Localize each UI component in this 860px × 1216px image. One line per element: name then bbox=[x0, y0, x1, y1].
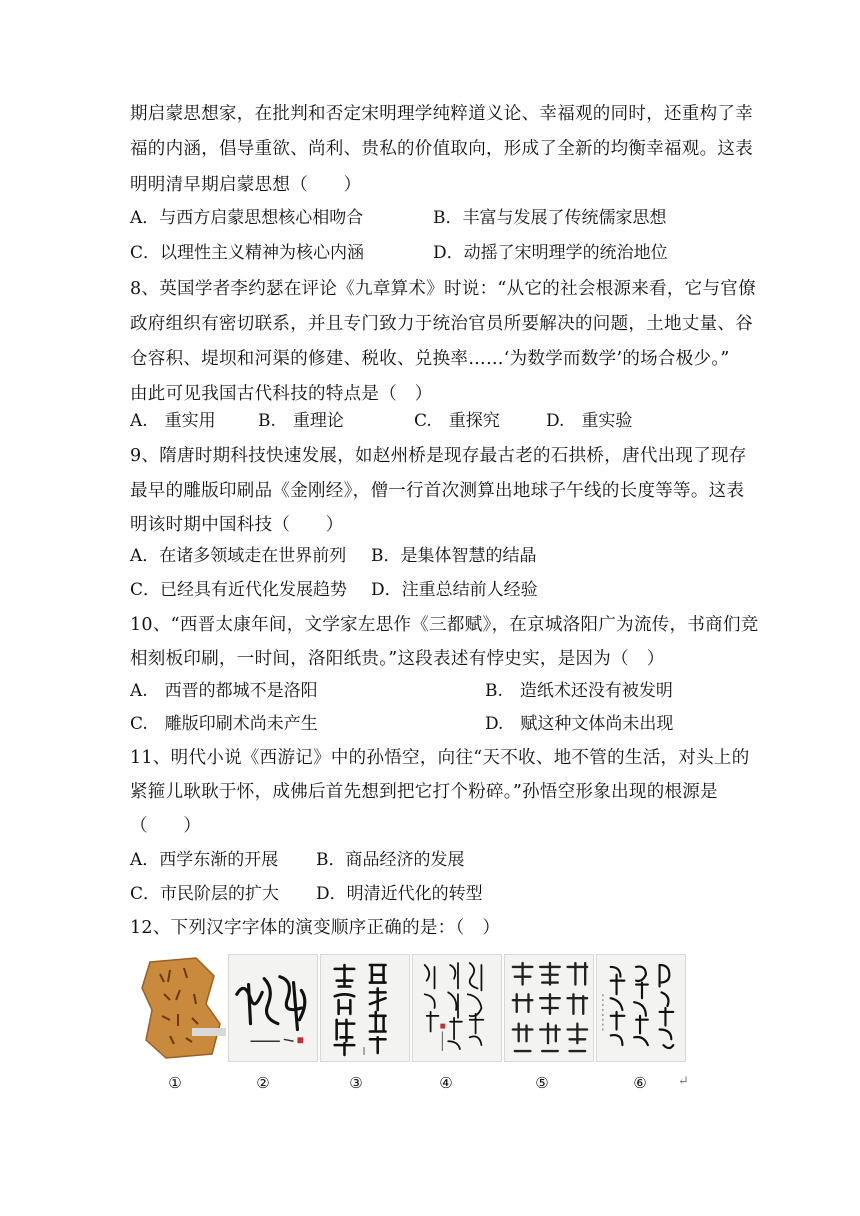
q11-option-b: B．商品经济的发展 bbox=[316, 850, 465, 870]
q9-option-a: A．在诸多领域走在世界前列 bbox=[130, 546, 347, 566]
image-label-6: ⑥ bbox=[633, 1074, 647, 1092]
q7-option-c: C．以理性主义精神为核心内涵 bbox=[130, 243, 365, 263]
q8-line-1: 8、英国学者李约瑟在评论《九章算术》时说：“从它的社会根源来看，它与官僚 bbox=[130, 279, 756, 299]
q11-option-a: A．西学东渐的开展 bbox=[130, 850, 279, 870]
q9-line-3: 明该时期中国科技（ ） bbox=[130, 515, 344, 535]
oracle-bone-image bbox=[136, 954, 226, 1062]
regular-script-image bbox=[320, 954, 410, 1062]
image-label-3: ③ bbox=[349, 1074, 363, 1092]
q11-line-1: 11、明代小说《西游记》中的孙悟空，向往“天不收、地不管的生活，对头上的 bbox=[130, 748, 750, 768]
q9-option-d: D．注重总结前人经验 bbox=[371, 580, 538, 600]
q10-line-1: 10、“西晋太康年间，文学家左思作《三都赋》，在京城洛阳广为流传，书商们竞 bbox=[130, 615, 759, 635]
q8-option-c: C. 重探究 bbox=[414, 411, 500, 431]
q8-option-b: B. 重理论 bbox=[258, 411, 344, 431]
q8-line-2: 政府组织有密切联系，并且专门致力于统治官员所要解决的问题，土地丈量、谷 bbox=[130, 314, 753, 334]
q7-line-3: 明明清早期启蒙思想（ ） bbox=[130, 175, 362, 195]
q7-option-a: A．与西方启蒙思想核心相吻合 bbox=[130, 208, 364, 228]
q8-option-d: D. 重实验 bbox=[546, 411, 633, 431]
q11-line-2: 紧箍儿耿耿于怀，成佛后首先想到把它打个粉碎。”孙悟空形象出现的根源是 bbox=[130, 782, 718, 802]
cursive-script-image bbox=[228, 954, 318, 1062]
q8-line-3: 仓容积、堤坝和河渠的修建、税收、兑换率……‘为数学而数学’的场合极少。” bbox=[130, 349, 730, 369]
q11-option-d: D．明清近代化的转型 bbox=[316, 884, 483, 904]
image-label-1: ① bbox=[168, 1074, 182, 1092]
q10-option-a: A. 西晋的都城不是洛阳 bbox=[130, 681, 318, 701]
q7-line-2: 福的内涵，倡导重欲、尚利、贵私的价值取向，形成了全新的均衡幸福观。这表 bbox=[130, 139, 753, 159]
q11-line-3: （ ） bbox=[130, 816, 202, 836]
image-label-5: ⑤ bbox=[535, 1074, 549, 1092]
q10-option-c: C. 雕版印刷术尚未产生 bbox=[130, 714, 318, 734]
q7-option-d: D．动摇了宋明理学的统治地位 bbox=[433, 243, 668, 263]
q9-option-b: B．是集体智慧的结晶 bbox=[371, 546, 537, 566]
clerical-script-image bbox=[504, 954, 594, 1062]
q8-option-a: A. 重实用 bbox=[130, 411, 216, 431]
running-script-image bbox=[412, 954, 502, 1062]
q10-option-d: D. 赋这种文体尚未出现 bbox=[485, 714, 674, 734]
calligraphy-images-row bbox=[130, 948, 730, 1068]
q10-line-2: 相刻板印刷，一时间，洛阳纸贵。”这段表述有悖史实，是因为（ ） bbox=[130, 649, 665, 669]
paragraph-return-mark: ↵ bbox=[678, 1074, 689, 1089]
q12-line-1: 12、下列汉字字体的演变顺序正确的是：（ ） bbox=[130, 918, 501, 938]
q7-option-b: B．丰富与发展了传统儒家思想 bbox=[433, 208, 667, 228]
q7-line-1: 期启蒙思想家，在批判和否定宋明理学纯粹道义论、幸福观的同时，还重构了幸 bbox=[130, 104, 753, 124]
q9-line-1: 9、隋唐时期科技快速发展，如赵州桥是现存最古老的石拱桥，唐代出现了现存 bbox=[130, 446, 747, 466]
q9-option-c: C．已经具有近代化发展趋势 bbox=[130, 580, 348, 600]
q11-option-c: C．市民阶层的扩大 bbox=[130, 884, 280, 904]
q8-line-4: 由此可见我国古代科技的特点是（ ） bbox=[130, 384, 433, 404]
image-label-2: ② bbox=[256, 1074, 270, 1092]
q9-line-2: 最早的雕版印刷品《金刚经》，僧一行首次测算出地球子午线的长度等等。这表 bbox=[130, 481, 745, 501]
image-label-4: ④ bbox=[439, 1074, 453, 1092]
q10-option-b: B. 造纸术还没有被发明 bbox=[485, 681, 673, 701]
seal-script-image bbox=[596, 954, 686, 1062]
